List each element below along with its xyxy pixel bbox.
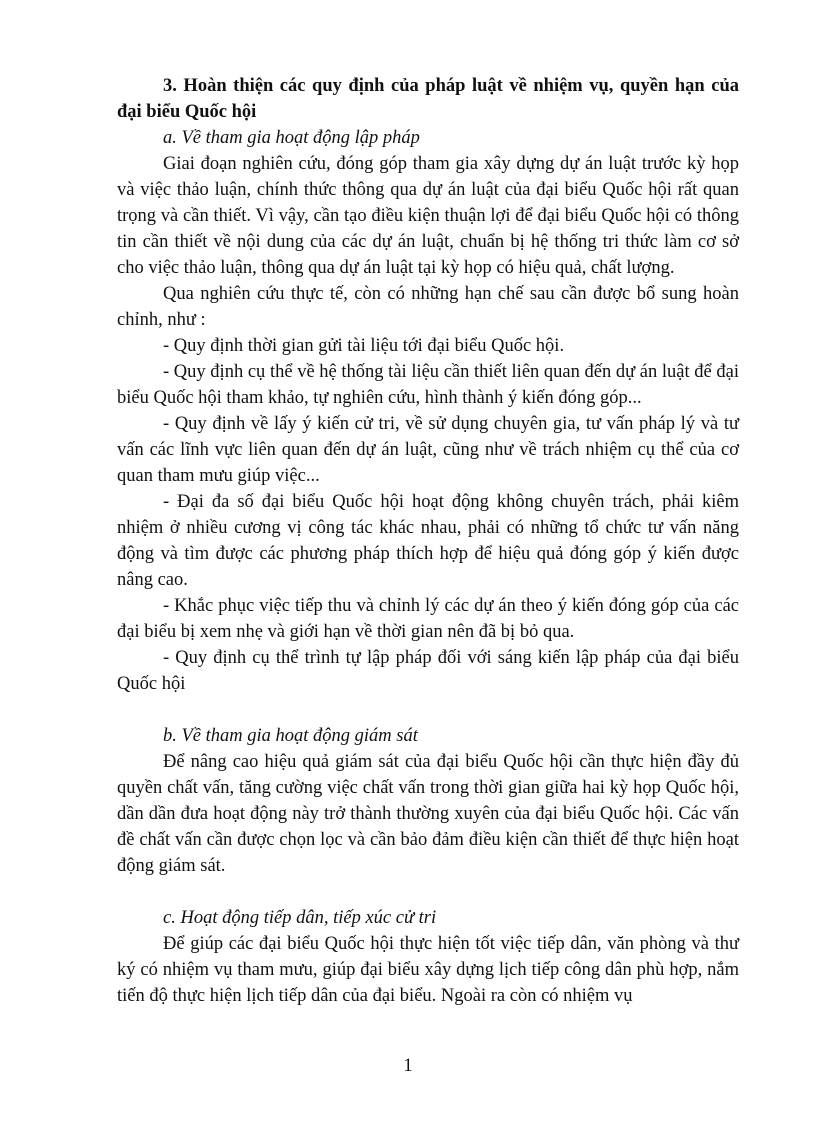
paragraph: Giai đoạn nghiên cứu, đóng góp tham gia xây dựng dự án luật trước kỳ họp và việc thảo luận, chính thức thông qua dự án luật của đại biểu Quốc hội rất quan trọng và cần thiết. Vì vậy, cần tạo điều kiện thuận lợi để đại biểu Quốc hội có thông tin cần thiết về nội dung của các dự án luật, chuẩn bị hệ thống tri thức làm cơ sở cho việc thảo luận, thông qua dự án luật tại kỳ họp có hiệu quả, chất lượng. bbox=[117, 154, 739, 278]
list-item: - Quy định về lấy ý kiến cử tri, về sử dụng chuyên gia, tư vấn pháp lý và tư vấn các lĩnh vực liên quan đến dự án luật, cũng như về trách nhiệm cụ thể của cơ quan tham mưu giúp việc... bbox=[117, 414, 739, 486]
subsection-a-title: a. Về tham gia hoạt động lập pháp bbox=[163, 128, 420, 148]
page-content bbox=[117, 73, 739, 1009]
section-heading: 3. Hoàn thiện các quy định của pháp luật về nhiệm vụ, quyền hạn của đại biểu Quốc hội bbox=[117, 76, 739, 122]
paragraph: Qua nghiên cứu thực tế, còn có những hạn chế sau cần được bổ sung hoàn chỉnh, như : bbox=[117, 284, 739, 330]
list-item: - Đại đa số đại biểu Quốc hội hoạt động không chuyên trách, phải kiêm nhiệm ở nhiều cương vị công tác khác nhau, phải có những tổ chức tư vấn năng động và tìm được các phương pháp thích hợp để hiệu quả đóng góp ý kiến được nâng cao. bbox=[117, 492, 739, 590]
subsection-b-title: b. Về tham gia hoạt động giám sát bbox=[163, 726, 418, 746]
list-item: - Quy định thời gian gửi tài liệu tới đại biểu Quốc hội. bbox=[163, 336, 565, 356]
list-item: - Khắc phục việc tiếp thu và chỉnh lý các dự án theo ý kiến đóng góp của các đại biểu bị xem nhẹ và giới hạn về thời gian nên đã bị bỏ qua. bbox=[117, 596, 739, 642]
page-number: 1 bbox=[403, 1056, 413, 1076]
list-item: - Quy định cụ thể về hệ thống tài liệu cần thiết liên quan đến dự án luật để đại biểu Quốc hội tham khảo, tự nghiên cứu, hình thành ý kiến đóng góp... bbox=[117, 362, 739, 408]
subsection-c-title: c. Hoạt động tiếp dân, tiếp xúc cử tri bbox=[163, 908, 437, 928]
paragraph: Để nâng cao hiệu quả giám sát của đại biểu Quốc hội cần thực hiện đầy đủ quyền chất vấn, tăng cường việc chất vấn trong thời gian giữa hai kỳ họp Quốc hội, dần dần đưa hoạt động này trở thành thường xuyên của đại biểu Quốc hội. Các vấn đề chất vấn cần được chọn lọc và cần bảo đảm điều kiện cần thiết để thực hiện hoạt động giám sát. bbox=[117, 752, 739, 876]
blank-line bbox=[117, 697, 739, 723]
list-item: - Quy định cụ thể trình tự lập pháp đối với sáng kiến lập pháp của đại biểu Quốc hội bbox=[117, 648, 739, 694]
paragraph: Để giúp các đại biểu Quốc hội thực hiện tốt việc tiếp dân, văn phòng và thư ký có nhiệm vụ tham mưu, giúp đại biểu xây dựng lịch tiếp công dân phù hợp, nắm tiến độ thực hiện lịch tiếp dân của đại biểu. Ngoài ra còn có nhiệm vụ bbox=[117, 934, 739, 1006]
blank-line bbox=[117, 879, 739, 905]
